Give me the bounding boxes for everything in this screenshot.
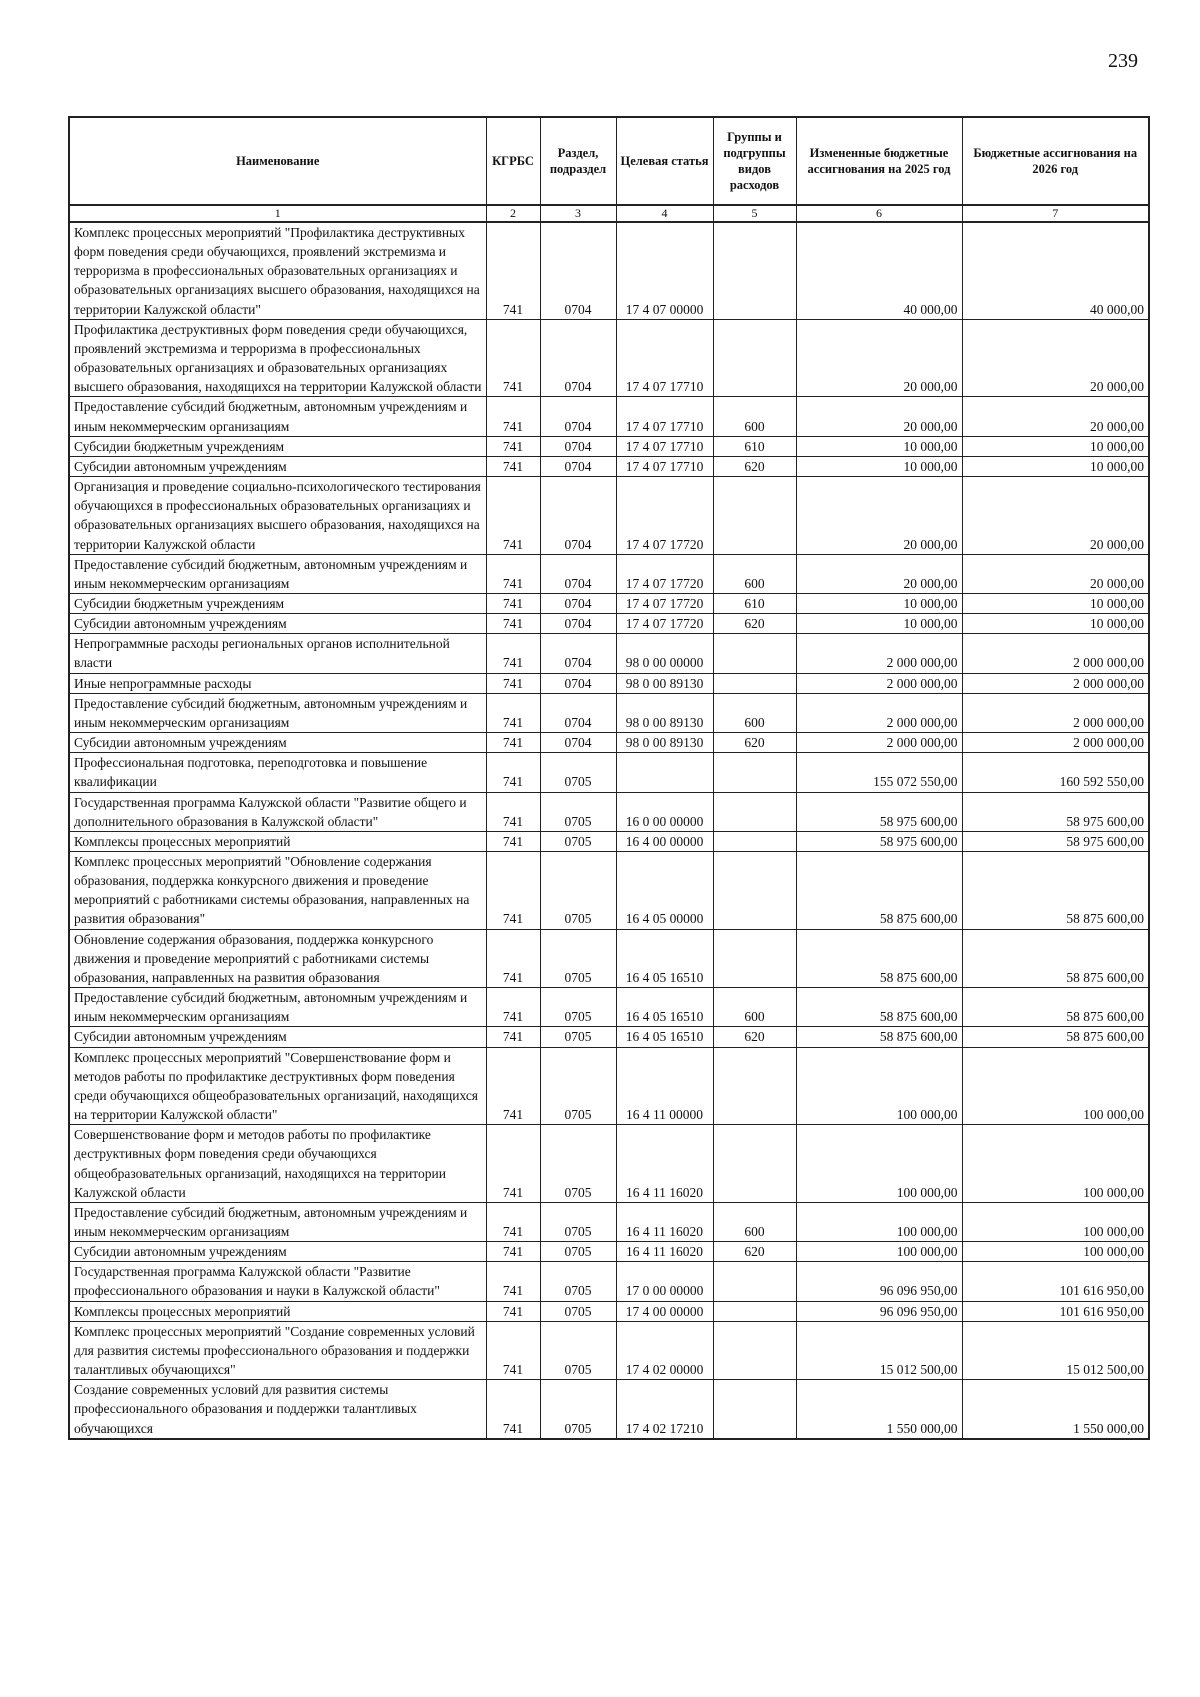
cell-kgrbs: 741 — [486, 1242, 540, 1262]
cell-y2025: 2 000 000,00 — [796, 634, 962, 673]
cell-section: 0705 — [540, 1125, 616, 1203]
table-row — [69, 988, 1149, 1027]
cell-y2026: 58 875 600,00 — [962, 852, 1149, 930]
cell-name: Предоставление субсидий бюджетным, автономным учреждениям и иным некоммерческим организациям — [69, 397, 486, 436]
cell-name: Непрограммные расходы региональных органов исполнительной власти — [69, 634, 486, 673]
cell-group — [713, 1125, 796, 1203]
cell-section: 0705 — [540, 1047, 616, 1125]
table-row — [69, 1202, 1149, 1241]
column-number: 3 — [540, 205, 616, 222]
table-row — [69, 753, 1149, 792]
cell-target: 17 4 02 00000 — [616, 1321, 713, 1379]
header-y2026: Бюджетные ассигнования на 2026 год — [962, 117, 1149, 205]
column-number-row — [69, 205, 1149, 222]
cell-name: Комплекс процессных мероприятий "Обновление содержания образования, поддержка конкурсного движения и проведение мероприятий с работниками системы образования, направленных на развития образования" — [69, 852, 486, 930]
cell-y2026: 20 000,00 — [962, 397, 1149, 436]
cell-section: 0705 — [540, 929, 616, 987]
cell-target: 17 4 07 00000 — [616, 222, 713, 319]
cell-target: 17 4 07 17710 — [616, 397, 713, 436]
cell-name: Субсидии автономным учреждениям — [69, 1242, 486, 1262]
cell-kgrbs: 741 — [486, 554, 540, 593]
table-row — [69, 792, 1149, 831]
table-row — [69, 593, 1149, 613]
cell-y2025: 100 000,00 — [796, 1242, 962, 1262]
cell-y2025: 58 975 600,00 — [796, 831, 962, 851]
cell-kgrbs: 741 — [486, 1380, 540, 1439]
cell-y2025: 155 072 550,00 — [796, 753, 962, 792]
cell-y2025: 20 000,00 — [796, 397, 962, 436]
cell-y2025: 10 000,00 — [796, 614, 962, 634]
cell-group — [713, 634, 796, 673]
cell-y2025: 20 000,00 — [796, 477, 962, 555]
cell-y2026: 10 000,00 — [962, 456, 1149, 476]
cell-section: 0705 — [540, 753, 616, 792]
cell-kgrbs: 741 — [486, 852, 540, 930]
cell-section: 0704 — [540, 319, 616, 397]
cell-group — [713, 792, 796, 831]
cell-target: 16 4 00 00000 — [616, 831, 713, 851]
cell-name: Предоставление субсидий бюджетным, автономным учреждениям и иным некоммерческим организациям — [69, 988, 486, 1027]
cell-group — [713, 1047, 796, 1125]
cell-y2026: 2 000 000,00 — [962, 673, 1149, 693]
cell-name: Создание современных условий для развития системы профессионального образования и поддержки талантливых обучающихся — [69, 1380, 486, 1439]
cell-name: Комплекс процессных мероприятий "Профилактика деструктивных форм поведения среди обучающихся, проявлений экстремизма и терроризма в профессиональных образовательных организациях и образовательных организациях высшего образования, находящихся на территории Калужской области" — [69, 222, 486, 319]
cell-name: Комплексы процессных мероприятий — [69, 1301, 486, 1321]
cell-y2026: 2 000 000,00 — [962, 693, 1149, 732]
cell-kgrbs: 741 — [486, 753, 540, 792]
cell-target: 16 4 05 16510 — [616, 988, 713, 1027]
cell-y2025: 15 012 500,00 — [796, 1321, 962, 1379]
cell-kgrbs: 741 — [486, 593, 540, 613]
header-kgrbs: КГРБС — [486, 117, 540, 205]
cell-section: 0705 — [540, 852, 616, 930]
cell-target: 17 4 07 17710 — [616, 456, 713, 476]
cell-section: 0704 — [540, 673, 616, 693]
cell-y2025: 20 000,00 — [796, 319, 962, 397]
cell-group — [713, 831, 796, 851]
cell-target: 17 4 07 17710 — [616, 436, 713, 456]
cell-y2026: 58 975 600,00 — [962, 831, 1149, 851]
cell-kgrbs: 741 — [486, 436, 540, 456]
cell-name: Комплекс процессных мероприятий "Совершенствование форм и методов работы по профилактике деструктивных форм поведения среди обучающихся общеобразовательных организаций, находящихся на территории Калужской области" — [69, 1047, 486, 1125]
cell-name: Предоставление субсидий бюджетным, автономным учреждениям и иным некоммерческим организациям — [69, 554, 486, 593]
cell-group — [713, 753, 796, 792]
column-number: 4 — [616, 205, 713, 222]
cell-kgrbs: 741 — [486, 1262, 540, 1301]
column-number: 6 — [796, 205, 962, 222]
cell-name: Субсидии бюджетным учреждениям — [69, 436, 486, 456]
cell-group — [713, 1321, 796, 1379]
cell-section: 0705 — [540, 831, 616, 851]
cell-group — [713, 477, 796, 555]
cell-kgrbs: 741 — [486, 673, 540, 693]
header-target: Целевая статья — [616, 117, 713, 205]
cell-section: 0704 — [540, 456, 616, 476]
cell-group — [713, 852, 796, 930]
cell-name: Предоставление субсидий бюджетным, автономным учреждениям и иным некоммерческим организациям — [69, 693, 486, 732]
cell-group: 620 — [713, 456, 796, 476]
cell-name: Профилактика деструктивных форм поведения среди обучающихся, проявлений экстремизма и терроризма в профессиональных образовательных организациях и образовательных организациях высшего образования, находящихся на территории Калужской области — [69, 319, 486, 397]
cell-target: 98 0 00 89130 — [616, 733, 713, 753]
cell-target — [616, 753, 713, 792]
cell-y2025: 58 975 600,00 — [796, 792, 962, 831]
cell-group: 600 — [713, 554, 796, 593]
cell-name: Комплексы процессных мероприятий — [69, 831, 486, 851]
header-group: Группы и подгруппы видов расходов — [713, 117, 796, 205]
cell-kgrbs: 741 — [486, 456, 540, 476]
cell-group — [713, 1301, 796, 1321]
cell-name: Субсидии автономным учреждениям — [69, 614, 486, 634]
cell-section: 0705 — [540, 1301, 616, 1321]
cell-group: 620 — [713, 1027, 796, 1047]
cell-kgrbs: 741 — [486, 693, 540, 732]
cell-kgrbs: 741 — [486, 733, 540, 753]
cell-y2025: 10 000,00 — [796, 436, 962, 456]
cell-group: 610 — [713, 593, 796, 613]
cell-name: Субсидии автономным учреждениям — [69, 456, 486, 476]
table-row — [69, 1242, 1149, 1262]
cell-section: 0705 — [540, 988, 616, 1027]
cell-y2026: 58 875 600,00 — [962, 929, 1149, 987]
cell-section: 0705 — [540, 792, 616, 831]
cell-y2026: 20 000,00 — [962, 554, 1149, 593]
cell-section: 0705 — [540, 1242, 616, 1262]
table-body — [69, 222, 1149, 1439]
column-number: 5 — [713, 205, 796, 222]
cell-name: Предоставление субсидий бюджетным, автономным учреждениям и иным некоммерческим организациям — [69, 1202, 486, 1241]
cell-kgrbs: 741 — [486, 634, 540, 673]
cell-y2026: 2 000 000,00 — [962, 733, 1149, 753]
cell-target: 16 4 11 16020 — [616, 1125, 713, 1203]
cell-y2025: 40 000,00 — [796, 222, 962, 319]
cell-y2025: 100 000,00 — [796, 1202, 962, 1241]
cell-y2026: 40 000,00 — [962, 222, 1149, 319]
table-row — [69, 1262, 1149, 1301]
cell-y2026: 100 000,00 — [962, 1125, 1149, 1203]
cell-name: Государственная программа Калужской области "Развитие общего и дополнительного образования в Калужской области" — [69, 792, 486, 831]
cell-kgrbs: 741 — [486, 614, 540, 634]
cell-section: 0704 — [540, 614, 616, 634]
cell-target: 16 4 05 00000 — [616, 852, 713, 930]
table-row — [69, 456, 1149, 476]
cell-section: 0704 — [540, 733, 616, 753]
cell-y2026: 101 616 950,00 — [962, 1262, 1149, 1301]
cell-target: 17 4 00 00000 — [616, 1301, 713, 1321]
table-row — [69, 1027, 1149, 1047]
cell-group — [713, 1262, 796, 1301]
cell-target: 98 0 00 89130 — [616, 693, 713, 732]
cell-target: 17 4 07 17710 — [616, 319, 713, 397]
cell-y2026: 58 875 600,00 — [962, 988, 1149, 1027]
cell-group: 600 — [713, 1202, 796, 1241]
header-y2025: Измененные бюджетные ассигнования на 2025 год — [796, 117, 962, 205]
cell-name: Субсидии автономным учреждениям — [69, 1027, 486, 1047]
cell-section: 0704 — [540, 477, 616, 555]
cell-section: 0704 — [540, 593, 616, 613]
table-row — [69, 693, 1149, 732]
header-section: Раздел, подраздел — [540, 117, 616, 205]
cell-target: 17 4 07 17720 — [616, 614, 713, 634]
table-row — [69, 1380, 1149, 1439]
cell-section: 0704 — [540, 222, 616, 319]
cell-y2025: 58 875 600,00 — [796, 1027, 962, 1047]
cell-group: 610 — [713, 436, 796, 456]
cell-kgrbs: 741 — [486, 929, 540, 987]
cell-target: 16 0 00 00000 — [616, 792, 713, 831]
cell-y2025: 58 875 600,00 — [796, 929, 962, 987]
column-number: 2 — [486, 205, 540, 222]
cell-y2025: 100 000,00 — [796, 1047, 962, 1125]
cell-name: Иные непрограммные расходы — [69, 673, 486, 693]
cell-section: 0704 — [540, 554, 616, 593]
table-row — [69, 852, 1149, 930]
cell-y2026: 20 000,00 — [962, 319, 1149, 397]
table-row — [69, 1301, 1149, 1321]
cell-kgrbs: 741 — [486, 1301, 540, 1321]
cell-kgrbs: 741 — [486, 1047, 540, 1125]
cell-group: 600 — [713, 693, 796, 732]
cell-y2026: 101 616 950,00 — [962, 1301, 1149, 1321]
cell-section: 0704 — [540, 397, 616, 436]
table-row — [69, 477, 1149, 555]
cell-y2026: 1 550 000,00 — [962, 1380, 1149, 1439]
cell-y2026: 100 000,00 — [962, 1047, 1149, 1125]
cell-y2025: 1 550 000,00 — [796, 1380, 962, 1439]
cell-name: Комплекс процессных мероприятий "Создание современных условий для развития системы профессионального образования и поддержки талантливых обучающихся" — [69, 1321, 486, 1379]
table-row — [69, 1321, 1149, 1379]
cell-group: 620 — [713, 614, 796, 634]
header-name: Наименование — [69, 117, 486, 205]
cell-target: 17 4 07 17720 — [616, 593, 713, 613]
table-row — [69, 397, 1149, 436]
table-row — [69, 673, 1149, 693]
table-row — [69, 319, 1149, 397]
cell-target: 16 4 11 16020 — [616, 1202, 713, 1241]
header-row — [69, 117, 1149, 205]
cell-name: Профессиональная подготовка, переподготовка и повышение квалификации — [69, 753, 486, 792]
cell-target: 16 4 11 00000 — [616, 1047, 713, 1125]
cell-y2026: 160 592 550,00 — [962, 753, 1149, 792]
cell-y2025: 58 875 600,00 — [796, 988, 962, 1027]
cell-section: 0704 — [540, 693, 616, 732]
cell-target: 98 0 00 89130 — [616, 673, 713, 693]
cell-group: 600 — [713, 397, 796, 436]
cell-y2026: 10 000,00 — [962, 614, 1149, 634]
cell-kgrbs: 741 — [486, 1202, 540, 1241]
cell-target: 17 0 00 00000 — [616, 1262, 713, 1301]
cell-section: 0705 — [540, 1380, 616, 1439]
cell-section: 0705 — [540, 1027, 616, 1047]
cell-y2025: 100 000,00 — [796, 1125, 962, 1203]
cell-group — [713, 222, 796, 319]
cell-kgrbs: 741 — [486, 792, 540, 831]
table-row — [69, 733, 1149, 753]
cell-y2026: 2 000 000,00 — [962, 634, 1149, 673]
table-row — [69, 436, 1149, 456]
cell-y2026: 58 975 600,00 — [962, 792, 1149, 831]
cell-kgrbs: 741 — [486, 477, 540, 555]
table-row — [69, 222, 1149, 319]
cell-kgrbs: 741 — [486, 397, 540, 436]
cell-y2025: 10 000,00 — [796, 456, 962, 476]
cell-target: 17 4 07 17720 — [616, 554, 713, 593]
cell-kgrbs: 741 — [486, 1125, 540, 1203]
cell-kgrbs: 741 — [486, 1321, 540, 1379]
cell-target: 16 4 05 16510 — [616, 929, 713, 987]
cell-y2026: 100 000,00 — [962, 1242, 1149, 1262]
cell-target: 16 4 11 16020 — [616, 1242, 713, 1262]
cell-name: Субсидии автономным учреждениям — [69, 733, 486, 753]
cell-y2026: 10 000,00 — [962, 593, 1149, 613]
table-row — [69, 1047, 1149, 1125]
cell-name: Совершенствование форм и методов работы по профилактике деструктивных форм поведения среди обучающихся общеобразовательных организаций, находящихся на территории Калужской области — [69, 1125, 486, 1203]
cell-section: 0705 — [540, 1262, 616, 1301]
cell-name: Организация и проведение социально-психологического тестирования обучающихся в профессиональных образовательных организациях и образовательных организациях высшего образования, находящихся на территории Калужской области — [69, 477, 486, 555]
cell-group — [713, 1380, 796, 1439]
cell-target: 17 4 07 17720 — [616, 477, 713, 555]
column-number: 7 — [962, 205, 1149, 222]
cell-y2025: 2 000 000,00 — [796, 733, 962, 753]
cell-y2025: 2 000 000,00 — [796, 673, 962, 693]
cell-y2026: 10 000,00 — [962, 436, 1149, 456]
budget-table — [68, 116, 1150, 1440]
cell-kgrbs: 741 — [486, 319, 540, 397]
cell-y2026: 58 875 600,00 — [962, 1027, 1149, 1047]
cell-section: 0704 — [540, 436, 616, 456]
cell-y2026: 20 000,00 — [962, 477, 1149, 555]
cell-section: 0705 — [540, 1202, 616, 1241]
table-row — [69, 831, 1149, 851]
cell-group — [713, 673, 796, 693]
cell-target: 17 4 02 17210 — [616, 1380, 713, 1439]
cell-target: 16 4 05 16510 — [616, 1027, 713, 1047]
cell-y2026: 100 000,00 — [962, 1202, 1149, 1241]
cell-y2025: 2 000 000,00 — [796, 693, 962, 732]
cell-y2025: 58 875 600,00 — [796, 852, 962, 930]
cell-section: 0705 — [540, 1321, 616, 1379]
table-row — [69, 634, 1149, 673]
table-row — [69, 554, 1149, 593]
cell-y2025: 96 096 950,00 — [796, 1301, 962, 1321]
cell-name: Субсидии бюджетным учреждениям — [69, 593, 486, 613]
column-number: 1 — [69, 205, 486, 222]
cell-name: Обновление содержания образования, поддержка конкурсного движения и проведение мероприятий с работниками системы образования, направленных на развития образования — [69, 929, 486, 987]
cell-kgrbs: 741 — [486, 222, 540, 319]
cell-y2025: 96 096 950,00 — [796, 1262, 962, 1301]
cell-kgrbs: 741 — [486, 988, 540, 1027]
cell-y2025: 20 000,00 — [796, 554, 962, 593]
cell-y2025: 10 000,00 — [796, 593, 962, 613]
page-number: 239 — [1108, 50, 1138, 72]
cell-group: 620 — [713, 733, 796, 753]
table-row — [69, 929, 1149, 987]
cell-group — [713, 929, 796, 987]
cell-name: Государственная программа Калужской области "Развитие профессионального образования и науки в Калужской области" — [69, 1262, 486, 1301]
table-row — [69, 1125, 1149, 1203]
cell-kgrbs: 741 — [486, 831, 540, 851]
cell-group: 600 — [713, 988, 796, 1027]
cell-group — [713, 319, 796, 397]
cell-section: 0704 — [540, 634, 616, 673]
cell-kgrbs: 741 — [486, 1027, 540, 1047]
cell-group: 620 — [713, 1242, 796, 1262]
cell-y2026: 15 012 500,00 — [962, 1321, 1149, 1379]
cell-target: 98 0 00 00000 — [616, 634, 713, 673]
table-row — [69, 614, 1149, 634]
